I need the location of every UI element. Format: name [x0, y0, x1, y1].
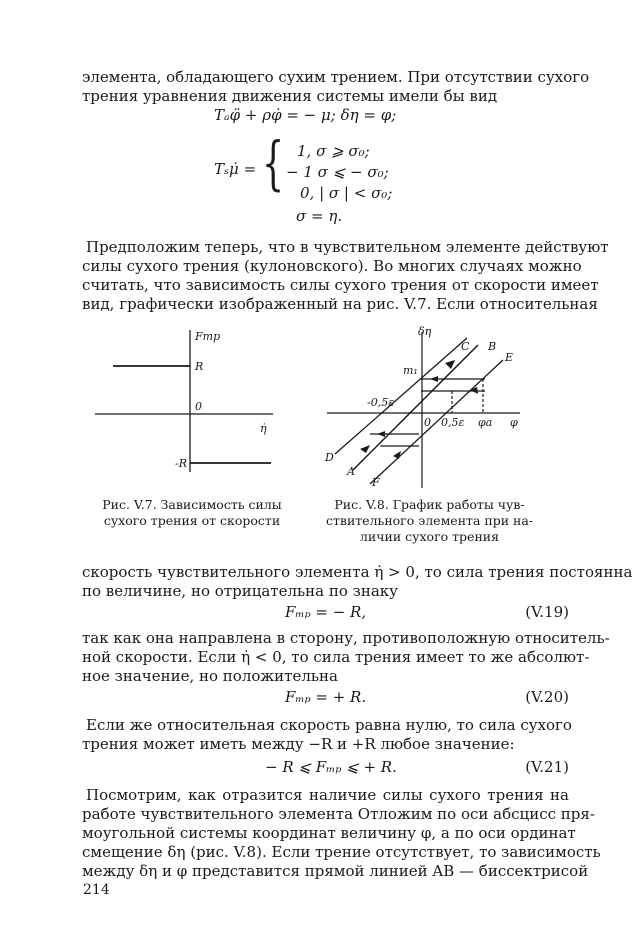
fig8-label-delta-eta: δη — [418, 325, 432, 338]
fig8-arrow — [377, 431, 385, 437]
text-line: Предположим теперь, что в чувствительном элементе действуют — [86, 238, 609, 256]
fig7-label-r: R — [195, 360, 204, 373]
fig7-label-neg-r: -R — [175, 457, 187, 470]
text-line: Если же относительная скорость равна нулю, то сила сухого — [86, 716, 572, 734]
fig8-label-phi-a: φa — [478, 416, 493, 429]
fig8-arrow — [470, 387, 478, 394]
text-line: моугольной системы координат величину φ, а по оси ординат — [82, 824, 576, 842]
fig8-label-d: D — [325, 451, 334, 464]
equation-v19: Fₘₚ = − R, — [285, 603, 367, 621]
text-line: трения уравнения движения системы имели бы вид — [82, 87, 498, 105]
equation-lhs: Tₛμ̇ = — [214, 160, 257, 178]
equation-number: (V.20) — [525, 688, 569, 706]
fig8-arrow — [393, 451, 401, 459]
fig8-arrow — [445, 360, 455, 369]
text-line: скорость чувствительного элемента η̇ > 0, то сила трения постоянна — [82, 563, 632, 581]
fig8-label-half-eps: 0,5ε — [441, 416, 465, 429]
text-line: работе чувствительного элемента Отложим по оси абсцисс пря- — [82, 805, 595, 823]
fig7-label-ftr: Fтр — [195, 330, 221, 343]
text-line: элемента, обладающего сухим трением. При отсутствии сухого — [82, 68, 590, 86]
equation-case-3: 0, | σ | < σ₀; — [300, 184, 393, 202]
equation-number: (V.19) — [525, 603, 569, 621]
fig8-label-b: B — [488, 340, 497, 353]
text-line: по величине, но отрицательна по знаку — [82, 582, 398, 600]
fig7-label-origin: 0 — [195, 400, 202, 413]
figure-v7 — [95, 326, 285, 476]
fig8-arrow — [430, 376, 438, 382]
equation-number: (V.21) — [525, 758, 569, 776]
figure-v8 — [315, 322, 537, 494]
fig8-label-neg-half-eps: -0,5ε — [367, 396, 395, 409]
figure-v7-caption: Рис. V.7. Зависимость силы сухого трения от скорости — [102, 497, 282, 528]
fig8-label-a: A — [347, 465, 355, 478]
equation-case-2: − 1 σ ⩽ − σ₀; — [286, 163, 389, 181]
fig8-label-phi: φ — [510, 416, 518, 429]
text-line: Посмотрим, как отразится наличие силы сухого трения на — [86, 786, 569, 804]
text-line: так как она направлена в сторону, противоположную относитель- — [82, 629, 610, 647]
equation-motion: Tₐφ̈ + ρφ̇ = − μ; δη = φ; — [214, 106, 397, 124]
fig8-label-e: E — [505, 351, 514, 364]
fig8-label-m1: m₁ — [403, 364, 418, 377]
text-line: смещение δη (рис. V.8). Если трение отсутствует, то зависимость — [82, 843, 601, 861]
equation-case-1: 1, σ ⩾ σ₀; — [297, 142, 370, 160]
fig8-label-origin: 0 — [424, 416, 431, 429]
text-line: силы сухого трения (кулоновского). Во многих случаях можно — [82, 257, 582, 275]
equation-v20: Fₘₚ = + R. — [285, 688, 367, 706]
fig7-label-eta-dot: η̇ — [260, 422, 267, 435]
text-line: считать, что зависимость силы сухого трения от скорости имеет — [82, 276, 599, 294]
text-line: трения может иметь между −R и +R любое значение: — [82, 735, 515, 753]
fig8-label-c: C — [461, 340, 470, 353]
text-line: ное значение, но положительна — [82, 667, 338, 685]
fig8-label-f: F — [372, 476, 380, 489]
text-line: между δη и φ представится прямой линией AB — биссектрисой — [82, 862, 589, 880]
fig8-line-dc — [335, 338, 467, 454]
equation-v21: − R ⩽ Fₘₚ ⩽ + R. — [265, 758, 397, 776]
brace: { — [262, 129, 285, 197]
page-number: 214 — [83, 882, 110, 898]
text-line: вид, графически изображенный на рис. V.7. Если относительная — [82, 295, 598, 313]
equation-sigma: σ = η. — [296, 207, 343, 225]
fig8-arrow — [360, 445, 370, 453]
figure-v8-caption: Рис. V.8. График работы чув- ствительного элемента при на- личии сухого трения — [325, 497, 534, 544]
text-line: ной скорости. Если η̇ < 0, то сила трения имеет то же абсолют- — [82, 648, 590, 666]
